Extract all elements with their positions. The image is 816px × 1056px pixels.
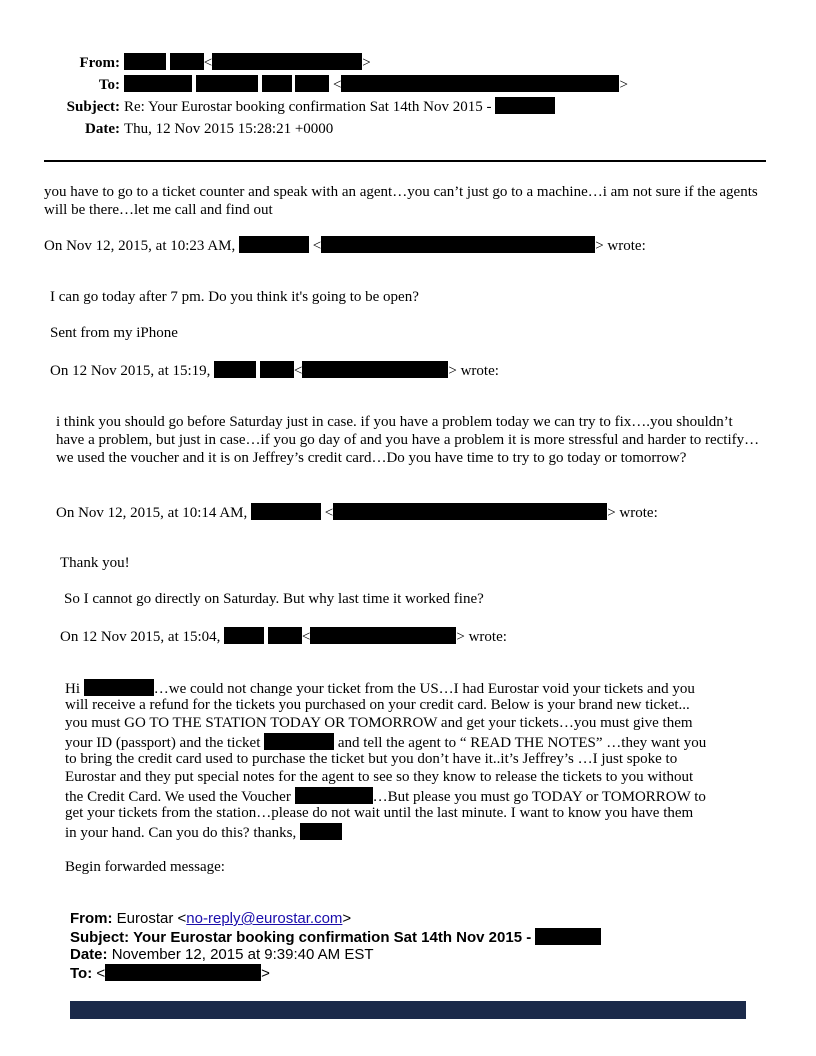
subject-value: [124, 97, 555, 117]
redaction-block: [333, 503, 607, 520]
redaction-block: [321, 236, 595, 253]
redaction-block: [170, 53, 204, 70]
message3-body: i think you should go before Saturday just in case. if you have a problem today we can try to fix….you shouldn’t have a problem, but just in case…if you go day of and you have a problem it is more stressful and harder to rectify…we used the voucher and it is on Jeffrey’s credit card…Do you have time to try to go today or tomorrow?: [56, 414, 760, 466]
attribution-suffix: > wrote:: [456, 629, 507, 645]
message5-text: in your hand. Can you do this? thanks,: [65, 825, 297, 841]
forwarded-subject-value: Your Eurostar booking confirmation Sat 14th Nov 2015 -: [133, 929, 532, 946]
forwarded-to-label: To:: [70, 965, 93, 982]
attribution-suffix: > wrote:: [607, 505, 658, 521]
message2-signature: Sent from my iPhone: [50, 325, 178, 341]
forwarded-subject: [70, 928, 601, 948]
from-label: From:: [79, 55, 120, 71]
message5-line6: Eurostar and they put special notes for the agent to see so they know to release the tickets to you without: [65, 769, 694, 785]
message5-text: the Credit Card. We used the Voucher: [65, 789, 291, 805]
redaction-block: [239, 236, 309, 253]
attribution-prefix: On 12 Nov 2015, at 15:19,: [50, 363, 211, 379]
message5-line7: [65, 787, 706, 806]
forwarded-from-close: >: [342, 910, 352, 927]
message4-attribution: On 12 Nov 2015, at 15:04, < > wrote:: [60, 629, 507, 645]
message5-line4: [65, 733, 706, 752]
redaction-block: [105, 964, 261, 981]
message2-body: I can go today after 7 pm. Do you think it's going to be open?: [50, 289, 419, 305]
forwarded-from-name: Eurostar <: [116, 910, 187, 927]
message5-line5: to bring the credit card used to purchase the ticket but you don’t have it..it’s Jeffrey’s …I just spoke to: [65, 751, 678, 767]
message5-text: …we could not change your ticket from the US…I had Eurostar void your tickets and you: [153, 681, 695, 697]
forwarded-date-value: November 12, 2015 at 9:39:40 AM EST: [111, 946, 374, 963]
subject-label: Subject:: [66, 99, 120, 115]
message5-text: and tell the agent to “ READ THE NOTES” …they want you: [337, 735, 707, 751]
redaction-block: [310, 627, 456, 644]
message5-line9: [65, 823, 342, 842]
header-to-row: [0, 75, 816, 95]
attribution-suffix: > wrote:: [448, 363, 499, 379]
header-date-row: [0, 119, 816, 139]
message5-line8: get your tickets from the station…please do not wait until the last minute. I want to know you have them: [65, 805, 694, 821]
forwarded-date: [70, 946, 374, 965]
redaction-block: [295, 75, 329, 92]
redaction-block: [260, 361, 294, 378]
attribution-prefix: On 12 Nov 2015, at 15:04,: [60, 629, 221, 645]
attribution-prefix: On Nov 12, 2015, at 10:14 AM,: [56, 505, 248, 521]
redaction-block: [300, 823, 342, 840]
forwarded-date-label: Date:: [70, 946, 108, 963]
message2-attribution: On 12 Nov 2015, at 15:19, < > wrote:: [50, 363, 499, 379]
message5-line2: will receive a refund for the tickets you purchased on your credit card. Below is your brand new ticket...: [65, 697, 690, 713]
forwarded-from-label: From:: [70, 910, 113, 927]
redaction-block: [295, 787, 373, 804]
redaction-block: [196, 75, 258, 92]
subject-text: Re: Your Eurostar booking confirmation Sat 14th Nov 2015 -: [124, 99, 492, 115]
redaction-block: [302, 361, 448, 378]
redaction-block: [212, 53, 362, 70]
redaction-block: [224, 627, 264, 644]
redaction-block: [262, 75, 292, 92]
to-value: < >: [124, 75, 628, 95]
redaction-block: [268, 627, 302, 644]
forward-note: Begin forwarded message:: [65, 859, 225, 875]
header-subject-row: [0, 97, 816, 117]
message3-attribution: On Nov 12, 2015, at 10:14 AM, < > wrote:: [56, 505, 658, 521]
forwarded-from: [70, 910, 351, 929]
redaction-block: [124, 53, 166, 70]
message5-line1: [65, 679, 695, 698]
forwarded-to-open: <: [96, 965, 106, 982]
greeting: Hi: [65, 681, 80, 697]
date-value: Thu, 12 Nov 2015 15:28:21 +0000: [124, 121, 334, 137]
message4-line1: Thank you!: [60, 555, 130, 571]
redaction-block: [495, 97, 555, 114]
header-from-row: [0, 53, 816, 73]
redaction-block: [84, 679, 154, 696]
redaction-block: [341, 75, 619, 92]
message5-text: your ID (passport) and the ticket: [65, 735, 261, 751]
forwarded-to-close: >: [261, 965, 270, 982]
message1-body: you have to go to a ticket counter and speak with an agent…you can’t just go to a machine…i am not sure if the agents will be there…let me call and find out: [44, 184, 758, 218]
message5-text: …But please you must go TODAY or TOMORROW to: [372, 789, 706, 805]
attribution-prefix: On Nov 12, 2015, at 10:23 AM,: [44, 238, 236, 254]
forwarded-from-email-link[interactable]: no-reply@eurostar.com: [186, 910, 343, 927]
message1-attribution: On Nov 12, 2015, at 10:23 AM, < > wrote:: [44, 238, 646, 254]
forwarded-subject-label: Subject:: [70, 929, 130, 946]
message4-line2: So I cannot go directly on Saturday. But why last time it worked fine?: [64, 591, 484, 607]
eurostar-banner: [70, 1001, 746, 1019]
header-divider: [44, 160, 766, 162]
redaction-block: [214, 361, 256, 378]
forwarded-to: [70, 964, 270, 984]
redaction-block: [535, 928, 601, 945]
to-label: To:: [98, 77, 120, 93]
from-value: < >: [124, 53, 371, 73]
redaction-block: [124, 75, 192, 92]
redaction-block: [251, 503, 321, 520]
redaction-block: [264, 733, 334, 750]
date-label: Date:: [85, 121, 120, 137]
message5-line3: you must GO TO THE STATION TODAY OR TOMORROW and get your tickets…you must give them: [65, 715, 693, 731]
attribution-suffix: > wrote:: [595, 238, 646, 254]
